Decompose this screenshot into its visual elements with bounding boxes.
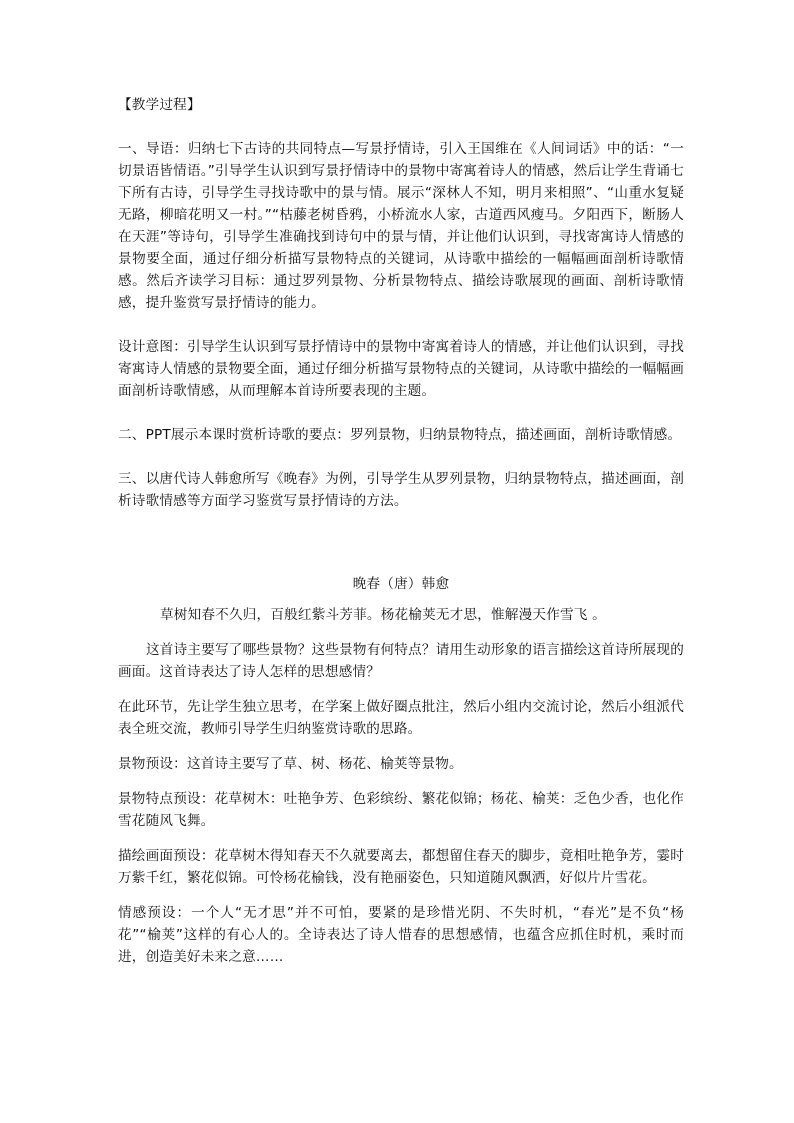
poem-text: 草树知春不久归，百般红紫斗芳菲。杨花榆荚无才思，惟解漫天作雪飞 。 (160, 607, 606, 623)
poem-title: 晚春（唐）韩愈 (352, 576, 450, 592)
paragraph-process: 在此环节，先让学生独立思考，在学案上做好圈点批注，然后小组内交流讨论，然后小组派代表全班交流，教师引导学生归纳鉴赏诗歌的思路。 (118, 699, 684, 737)
paragraph-preset-emotion: 情感预设：一个人“无才思”并不可怕，要紧的是珍惜光阴、不失时机，“春光”是不负“杨花”“榆荚”这样的有心人的。全诗表达了诗人惜春的思想感情，也蕴含应抓住时机，乘时而进，创造美好未来之意…… (118, 905, 684, 965)
paragraph-preset-features: 景物特点预设：花草树木：吐艳争芳、色彩缤纷、繁花似锦；杨花、榆荚：乏色少香，也化作雪花随风飞舞。 (118, 791, 684, 829)
paragraph-ppt-points: 二、PPT展示本课时赏析诗歌的要点：罗列景物，归纳景物特点，描述画面，剖析诗歌情感。 (118, 427, 682, 443)
section-heading: 【教学过程】 (118, 97, 201, 113)
paragraph-intro: 一、导语：归纳七下古诗的共同特点—写景抒情诗，引入王国维在《人间词话》中的话：“一切景语皆情语。”引导学生认识到写景抒情诗中的景物中寄寓着诗人的情感，然后让学生背诵七下所有古诗，引导学生寻找诗歌中的景与情。展示“深林人不知，明月来相照”、“山重水复疑无路，柳暗花明又一村。”“枯藤老树昏鸦，小桥流水人家，古道西风瘦马。夕阳西下，断肠人在天涯”等诗句，引导学生准确找到诗句中的景与情，并让他们认识到，寻找寄寓诗人情感的景物要全面，通过仔细分析描写景物特点的关键词，从诗歌中描绘的一幅幅画面剖析诗歌情感。然后齐读学习目标：通过罗列景物、分析景物特点、描绘诗歌展现的画面、剖析诗歌情感，提升鉴赏写景抒情诗的能力。 (118, 141, 684, 311)
paragraph-example: 三、以唐代诗人韩愈所写《晚春》为例，引导学生从罗列景物，归纳景物特点，描述画面，剖析诗歌情感等方面学习鉴赏写景抒情诗的方法。 (118, 471, 684, 509)
paragraph-preset-picture: 描绘画面预设：花草树木得知春天不久就要离去，都想留住春天的脚步，竟相吐艳争芳，霎时万紫千红，繁花似锦。可怜杨花榆钱，没有艳丽姿色，只知道随风飘洒，好似片片雪花。 (118, 848, 684, 886)
paragraph-design-intent: 设计意图：引导学生认识到写景抒情诗中的景物中寄寓着诗人的情感，并让他们认识到，寻找寄寓诗人情感的景物要全面，通过仔细分析描写景物特点的关键词，从诗歌中描绘的一幅幅画面剖析诗歌情感，从而理解本首诗所要表现的主题。 (118, 339, 684, 399)
document-page (118, 94, 684, 968)
paragraph-questions: 这首诗主要写了哪些景物？这些景物有何特点？请用生动形象的语言描绘这首诗所展现的画面。这首诗表达了诗人怎样的思想感情？ (118, 642, 684, 680)
paragraph-preset-scene: 景物预设：这首诗主要写了草、树、杨花、榆荚等景物。 (118, 756, 463, 772)
